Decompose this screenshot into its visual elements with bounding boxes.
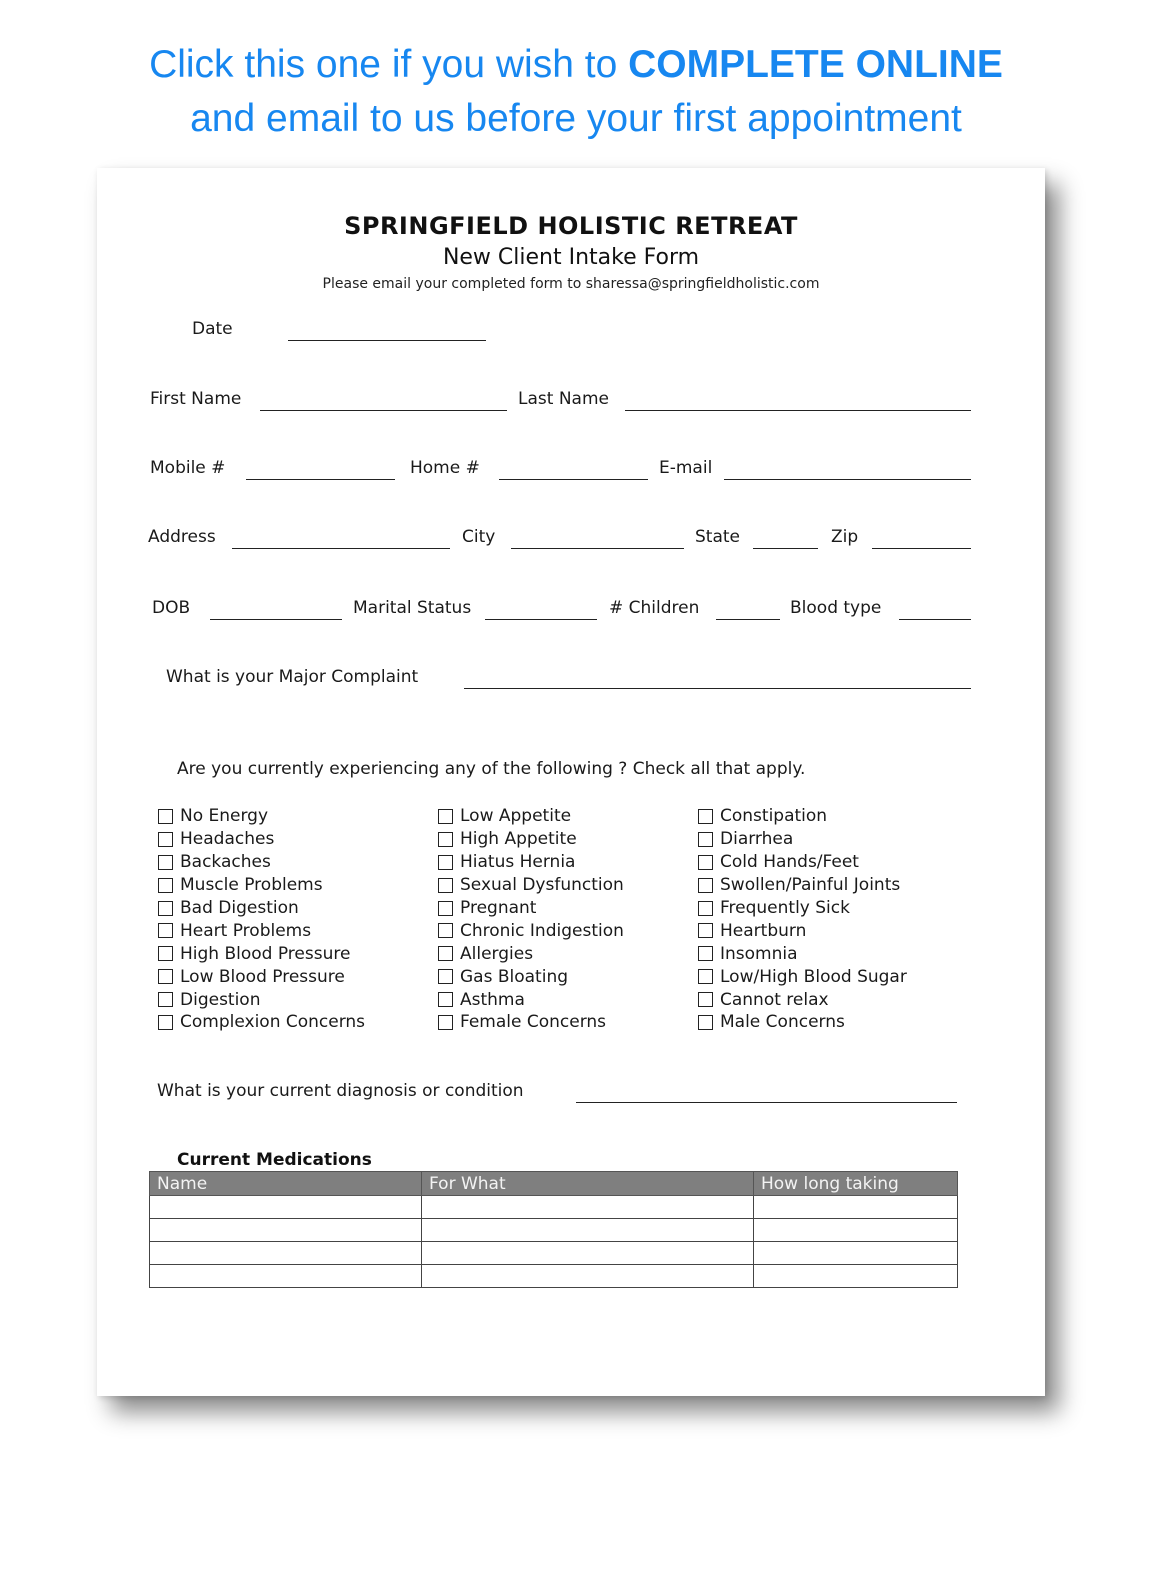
checkbox[interactable] [158, 992, 173, 1007]
checkbox[interactable] [158, 855, 173, 870]
medications-title: Current Medications [177, 1150, 372, 1170]
checkbox[interactable] [698, 901, 713, 916]
table-row [150, 1196, 958, 1219]
checkbox-label: Sexual Dysfunction [460, 875, 624, 896]
checkbox-item[interactable] [158, 828, 365, 851]
diagnosis-field[interactable] [576, 1085, 957, 1103]
checkbox-label: Chronic Indigestion [460, 920, 624, 941]
checkbox-label: Diarrhea [720, 829, 794, 850]
checkbox[interactable] [438, 992, 453, 1007]
checkbox-label: High Appetite [460, 829, 577, 850]
checkbox-label: Cannot relax [720, 989, 829, 1010]
checkbox-item[interactable] [698, 851, 907, 874]
medication-duration-input[interactable] [754, 1219, 957, 1241]
checkbox-item[interactable] [438, 851, 624, 874]
checkbox-item[interactable] [158, 919, 365, 942]
checkbox[interactable] [158, 923, 173, 938]
checkbox-label: Constipation [720, 806, 828, 827]
checkbox-label: Digestion [180, 989, 261, 1010]
checkbox[interactable] [698, 855, 713, 870]
last-name-field[interactable] [625, 393, 971, 411]
checkbox[interactable] [438, 855, 453, 870]
medication-duration-input[interactable] [754, 1196, 957, 1218]
checkbox-label: Low Blood Pressure [180, 966, 345, 987]
first-name-label: First Name [150, 389, 242, 409]
checkbox-label: Pregnant [460, 898, 537, 918]
checkbox-item[interactable] [438, 942, 624, 965]
form-instruction: Please email your completed form to sharessa@springfieldholistic.com [322, 276, 820, 292]
table-cell [150, 1242, 422, 1265]
home-label: Home # [410, 458, 480, 478]
checkbox[interactable] [698, 923, 713, 938]
children-label: # Children [609, 598, 700, 618]
checkbox[interactable] [698, 946, 713, 961]
checkbox[interactable] [158, 901, 173, 916]
checkbox-item[interactable] [158, 1011, 365, 1034]
checkbox[interactable] [438, 1015, 453, 1030]
address-field[interactable] [232, 531, 450, 549]
checkbox-item[interactable] [158, 874, 365, 897]
checkbox-item[interactable] [438, 897, 624, 920]
checkbox[interactable] [438, 969, 453, 984]
checkbox-item[interactable] [438, 1011, 624, 1034]
checkbox-label: Cold Hands/Feet [720, 852, 859, 873]
medications-table [149, 1171, 958, 1288]
table-cell [754, 1265, 958, 1288]
medication-name-input[interactable] [150, 1242, 421, 1264]
medication-duration-input[interactable] [754, 1242, 957, 1264]
medication-purpose-input[interactable] [422, 1219, 753, 1241]
children-field[interactable] [716, 602, 780, 620]
marital-status-label: Marital Status [353, 598, 472, 618]
table-cell [754, 1219, 958, 1242]
table-cell [422, 1196, 754, 1219]
checkbox-label: Complexion Concerns [180, 1012, 366, 1033]
state-label: State [695, 527, 740, 547]
table-cell [422, 1242, 754, 1265]
complete-online-link[interactable] [0, 38, 1152, 146]
checkbox-item[interactable] [698, 942, 907, 965]
checklist-question: Are you currently experiencing any of the following ? Check all that apply. [177, 759, 806, 779]
checkbox-item[interactable] [698, 828, 907, 851]
checkbox[interactable] [158, 969, 173, 984]
checkbox-item[interactable] [158, 988, 365, 1011]
table-cell [754, 1242, 958, 1265]
checkbox-label: Heartburn [720, 920, 807, 941]
checklist-column-2 [438, 805, 624, 1034]
email-field[interactable] [724, 462, 971, 480]
zip-field[interactable] [872, 531, 971, 549]
table-cell [422, 1219, 754, 1242]
mobile-field[interactable] [246, 462, 395, 480]
blood-type-label: Blood type [790, 598, 882, 618]
checkbox-item[interactable] [438, 988, 624, 1011]
home-field[interactable] [499, 462, 648, 480]
checklist-column-1 [158, 805, 365, 1034]
checkbox-item[interactable] [158, 897, 365, 920]
checkbox-label: Muscle Problems [180, 875, 323, 896]
checkbox-item[interactable] [438, 805, 624, 828]
column-header-for-what: For What [422, 1172, 754, 1196]
banner-line-2: and email to us before your first appointment [190, 97, 962, 140]
checkbox-label: Male Concerns [720, 1012, 845, 1033]
checkbox-item[interactable] [698, 965, 907, 988]
checkbox-item[interactable] [158, 805, 365, 828]
checkbox-label: Heart Problems [180, 920, 312, 941]
checkbox[interactable] [438, 923, 453, 938]
checkbox[interactable] [698, 809, 713, 824]
table-row [150, 1265, 958, 1288]
banner-emphasis: COMPLETE ONLINE [628, 43, 1003, 86]
medication-purpose-input[interactable] [422, 1196, 753, 1218]
checkbox-label: Frequently Sick [720, 898, 850, 918]
checkbox-item[interactable] [438, 965, 624, 988]
major-complaint-field[interactable] [464, 671, 971, 689]
mobile-label: Mobile # [150, 458, 226, 478]
city-label: City [462, 527, 496, 547]
date-field[interactable] [288, 323, 486, 341]
checkbox-label: Low Appetite [460, 806, 572, 827]
first-name-field[interactable] [260, 393, 507, 411]
table-cell [150, 1265, 422, 1288]
banner-line-1-prefix: Click this one if you wish to [149, 43, 629, 86]
diagnosis-label: What is your current diagnosis or condition [157, 1081, 524, 1101]
banner-line-1 [0, 38, 1152, 92]
zip-label: Zip [831, 527, 859, 547]
checkbox-label: No Energy [180, 806, 269, 827]
checkbox-label: Asthma [460, 989, 525, 1010]
checkbox-item[interactable] [698, 919, 907, 942]
checkbox-item[interactable] [698, 897, 907, 920]
checkbox[interactable] [698, 832, 713, 847]
table-cell [150, 1219, 422, 1242]
form-subtitle: New Client Intake Form [442, 245, 700, 270]
dob-field[interactable] [210, 602, 342, 620]
table-row [150, 1242, 958, 1265]
checkbox[interactable] [158, 946, 173, 961]
checkbox-label: Low/High Blood Sugar [720, 966, 907, 987]
marital-status-field[interactable] [485, 602, 597, 620]
checkbox-label: Backaches [180, 852, 271, 873]
checkbox-item[interactable] [698, 874, 907, 897]
city-field[interactable] [511, 531, 684, 549]
checkbox[interactable] [438, 901, 453, 916]
checkbox-label: Female Concerns [460, 1012, 607, 1033]
checkbox-item[interactable] [698, 1011, 907, 1034]
checkbox-item[interactable] [698, 805, 907, 828]
intake-form-sheet [97, 168, 1045, 1396]
checkbox[interactable] [698, 992, 713, 1007]
medication-name-input[interactable] [150, 1265, 421, 1287]
email-label: E-mail [659, 458, 713, 478]
checkbox-label: Allergies [460, 943, 534, 964]
checkbox-item[interactable] [438, 919, 624, 942]
checkbox-item[interactable] [158, 851, 365, 874]
table-cell [754, 1196, 958, 1219]
checkbox[interactable] [438, 809, 453, 824]
address-label: Address [148, 527, 216, 547]
checkbox-item[interactable] [438, 828, 624, 851]
date-label: Date [192, 319, 233, 339]
checkbox[interactable] [698, 878, 713, 893]
checkbox-item[interactable] [698, 988, 907, 1011]
checkbox-label: Swollen/Painful Joints [720, 875, 901, 896]
medications-header-row [150, 1172, 958, 1196]
major-complaint-label: What is your Major Complaint [166, 667, 419, 687]
checkbox-label: Gas Bloating [460, 966, 569, 987]
medication-purpose-input[interactable] [422, 1242, 753, 1264]
checkbox-label: Hiatus Hernia [460, 852, 576, 873]
checkbox-item[interactable] [158, 965, 365, 988]
checkbox-label: Insomnia [720, 943, 798, 964]
dob-label: DOB [152, 598, 191, 618]
table-cell [150, 1196, 422, 1219]
checklist-column-3 [698, 805, 907, 1034]
checkbox[interactable] [438, 832, 453, 847]
last-name-label: Last Name [518, 389, 609, 409]
medication-name-input[interactable] [150, 1196, 421, 1218]
table-row [150, 1219, 958, 1242]
checkbox[interactable] [158, 832, 173, 847]
checkbox[interactable] [698, 1015, 713, 1030]
checkbox-label: High Blood Pressure [180, 943, 351, 964]
state-field[interactable] [753, 531, 818, 549]
checkbox-label: Headaches [180, 829, 275, 850]
medication-duration-input[interactable] [754, 1265, 957, 1287]
checkbox-item[interactable] [438, 874, 624, 897]
medication-purpose-input[interactable] [422, 1265, 753, 1287]
checkbox[interactable] [438, 878, 453, 893]
checkbox[interactable] [158, 878, 173, 893]
checkbox[interactable] [158, 1015, 173, 1030]
medication-name-input[interactable] [150, 1219, 421, 1241]
form-title: SPRINGFIELD HOLISTIC RETREAT [344, 212, 798, 240]
checkbox[interactable] [438, 946, 453, 961]
blood-type-field[interactable] [899, 602, 971, 620]
checkbox[interactable] [698, 969, 713, 984]
column-header-name: Name [150, 1172, 422, 1196]
table-cell [422, 1265, 754, 1288]
checkbox-item[interactable] [158, 942, 365, 965]
column-header-how-long: How long taking [754, 1172, 958, 1196]
checkbox-label: Bad Digestion [180, 898, 299, 918]
checkbox[interactable] [158, 809, 173, 824]
